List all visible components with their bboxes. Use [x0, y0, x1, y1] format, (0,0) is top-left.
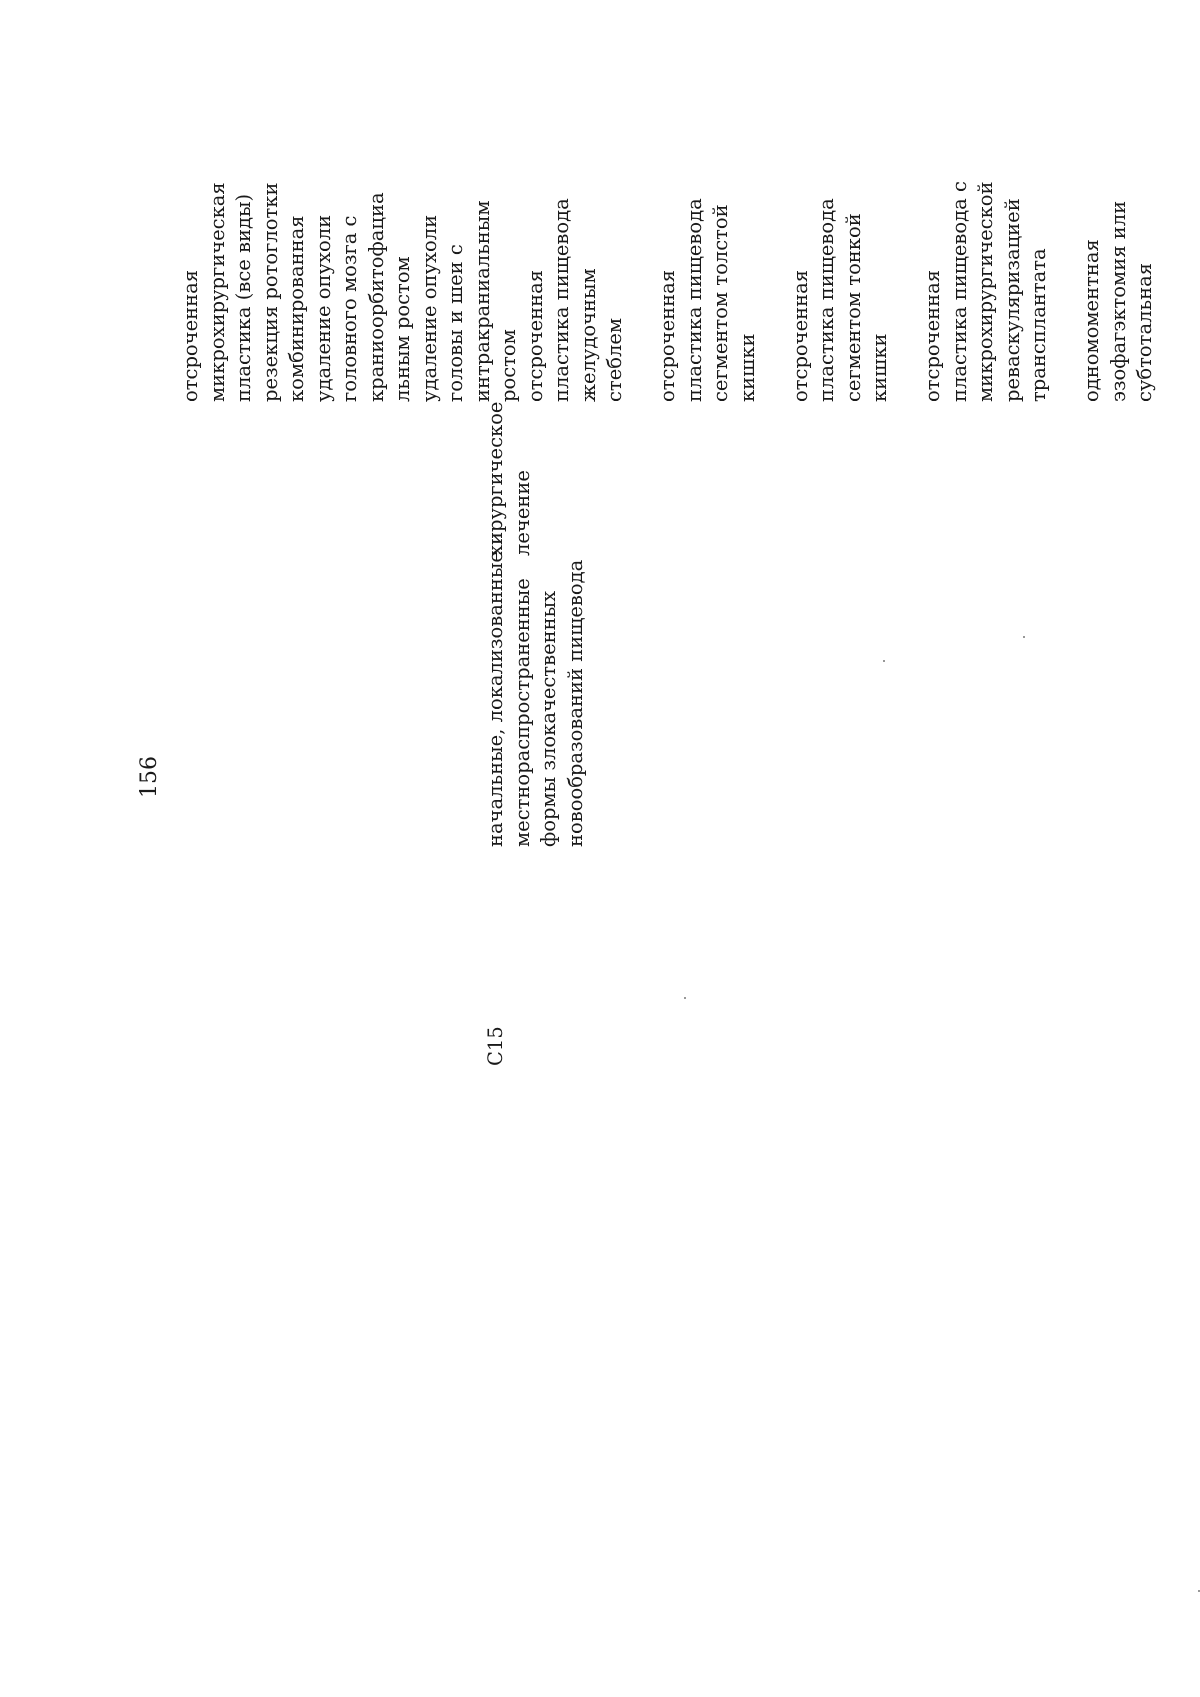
method-line: резекция ротоглотки [258, 182, 282, 402]
method-line: головы и шеи с [444, 244, 467, 402]
method-line: пластика пищевода с [947, 181, 971, 402]
diagnosis-line: местнораспространенные [510, 578, 534, 847]
method-line: головного мозга с [338, 215, 361, 402]
method-line: кишки [868, 333, 891, 402]
method-line: желудочным [576, 268, 600, 402]
method-line: микрохирургической [974, 181, 997, 402]
method-line: пластика пищевода [682, 198, 706, 402]
method-line: отсроченная [921, 269, 944, 402]
page-number: 156 [137, 756, 162, 798]
method-line: эзофагэктомия или [1106, 200, 1130, 402]
method-line: реваскуляризацией [1000, 198, 1024, 402]
method-line: удаление опухоли [417, 214, 441, 402]
method-line: пластика (все виды) [232, 193, 255, 402]
method-line: одномоментная [1080, 239, 1103, 402]
method-line: кишки [735, 333, 759, 402]
treatment-line: хирургическое [484, 401, 507, 556]
scan-speck [1023, 636, 1025, 638]
method-line: удаление опухоли [311, 214, 335, 402]
diagnosis-line: начальные, локализованные и [484, 531, 507, 847]
treatment-type [483, 402, 536, 556]
method-line: пластика пищевода [815, 198, 838, 402]
method-line: сегментом толстой [709, 204, 732, 402]
method-line: пластика пищевода [550, 198, 573, 402]
method-line: трансплантата [1027, 248, 1050, 402]
method-line: сегментом тонкой [841, 213, 865, 402]
treatment-line: лечение [510, 470, 534, 556]
diagnosis-text [483, 532, 589, 847]
method-line: комбинированная [285, 215, 308, 402]
diagnosis-line: новообразований пищевода [563, 559, 587, 847]
icd-code: C15 [484, 1026, 507, 1066]
method-line: отсроченная [179, 269, 202, 402]
method-line: отсроченная [656, 269, 679, 402]
method-line: отсроченная [788, 269, 812, 402]
method-line: субтотальная [1133, 262, 1156, 402]
method-line: микрохирургическая [205, 182, 229, 402]
diagnosis-line: формы злокачественных [537, 590, 560, 847]
method-line: краниоорбитофациа [364, 192, 388, 402]
method-line: интракраниальным [470, 200, 494, 402]
method-line: отсроченная [523, 269, 547, 402]
method-line: ростом [497, 329, 520, 402]
method-line: льным ростом [391, 256, 414, 402]
scan-speck [883, 660, 885, 662]
scan-speck [684, 997, 686, 999]
method-line: стеблем [603, 317, 626, 402]
methods-block-top [178, 181, 1159, 402]
